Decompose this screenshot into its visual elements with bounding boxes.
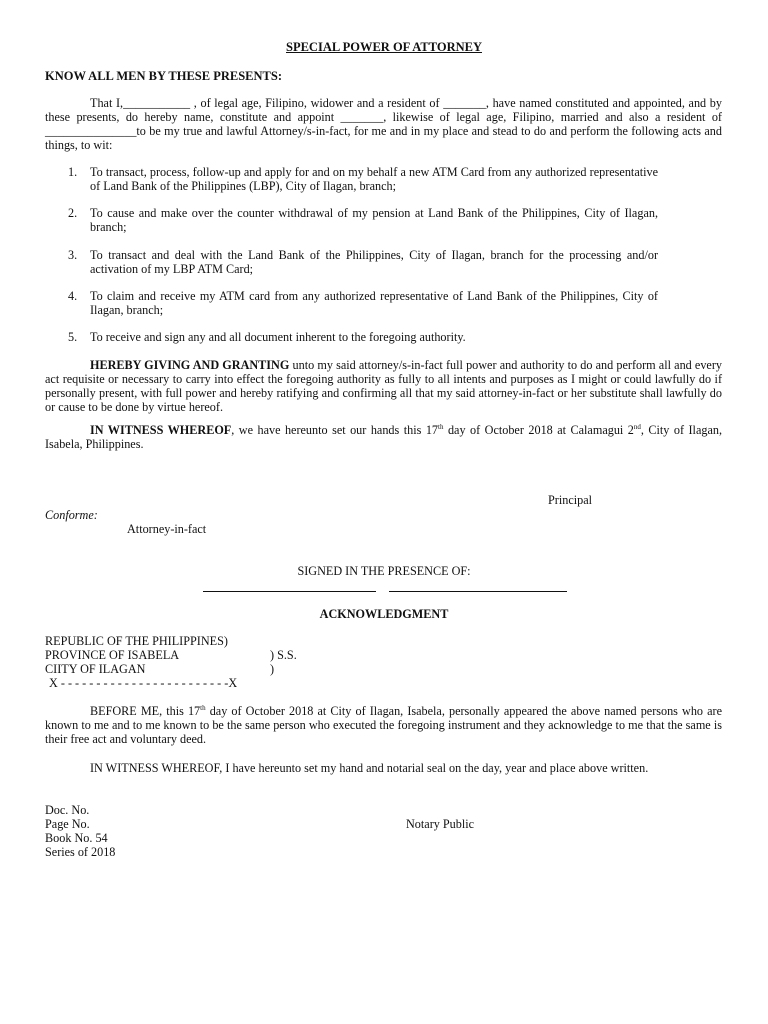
notary-label: Notary Public	[406, 817, 475, 831]
witness-signature-line	[203, 591, 376, 592]
list-item: 4. To claim and receive my ATM card from any authorized representative of Land Bank of the Philippines, City of Ilagan, branch;	[68, 289, 658, 317]
document-title: SPECIAL POWER OF ATTORNEY	[286, 40, 482, 54]
granting-paragraph: HEREBY GIVING AND GRANTING unto my said attorney/s-in-fact full power and authority to do and perform all and every act requisite or necessary to carry into effect the foregoing authority as fully to all intents and purposes as I might or could lawfully do if personally present, with full power and hereby ratifying and confirming all that my said attorney-in-fact or her substitute shall lawfully do or cause to be done by virtue hereof.	[45, 358, 722, 414]
list-item: 1. To transact, process, follow-up and apply for and on my behalf a new ATM Card from any authorized representative of Land Bank of the Philippines (LBP), City of Ilagan, branch;	[68, 165, 658, 193]
doc-references	[45, 803, 115, 859]
acknowledgment-title: ACKNOWLEDGMENT	[319, 607, 449, 621]
signed-presence-label: SIGNED IN THE PRESENCE OF:	[297, 564, 471, 578]
page-no: Page No.	[45, 817, 90, 831]
series: Series of 2018	[45, 845, 116, 859]
doc-no: Doc. No.	[45, 803, 90, 817]
list-item: 2. To cause and make over the counter withdrawal of my pension at Land Bank of the Philippines, City of Ilagan, branch;	[68, 206, 658, 234]
list-item: 5. To receive and sign any and all document inherent to the foregoing authority.	[68, 330, 466, 344]
venue-block: REPUBLIC OF THE PHILIPPINES) PROVINCE OF ISABELA ) S.S. CIITY OF ILAGAN ) X - - - - - - - - - - - - - - - - - - - - - - - -X	[45, 634, 297, 690]
conforme-label: Conforme:	[45, 508, 98, 522]
intro-paragraph: That I,___________ , of legal age, Filipino, widower and a resident of _______, have named constituted and appointed, and by these presents, do hereby name, constitute and appoint _______, likewise of legal age, Filipino, married and also a resident of _______________to be my true and lawful Attorney/s-in-fact, for me and in my place and stead to do and perform the following acts and things, to wit:	[45, 96, 722, 152]
notarial-witness-paragraph: IN WITNESS WHEREOF, I have hereunto set my hand and notarial seal on the day, year and place above written.	[90, 761, 649, 775]
attorney-label: Attorney-in-fact	[127, 522, 207, 536]
principal-label: Principal	[548, 493, 593, 507]
book-no: Book No. 54	[45, 831, 108, 845]
witness-signature-line	[389, 591, 567, 592]
know-all-heading: KNOW ALL MEN BY THESE PRESENTS:	[45, 69, 282, 83]
witness-paragraph: IN WITNESS WHEREOF, we have hereunto set our hands this 17th day of October 2018 at Calamagui 2nd, City of Ilagan, Isabela, Philippines.	[45, 422, 722, 451]
list-item: 3. To transact and deal with the Land Bank of the Philippines, City of Ilagan, branch for the processing and/or activation of my LBP ATM Card;	[68, 248, 658, 276]
before-me-paragraph: BEFORE ME, this 17th day of October 2018 at City of Ilagan, Isabela, personally appeared the above named persons who are known to me and to me known to be the same person who executed the foregoing instrument and they acknowledge to me that the same is their free act and voluntary deed.	[45, 703, 722, 746]
